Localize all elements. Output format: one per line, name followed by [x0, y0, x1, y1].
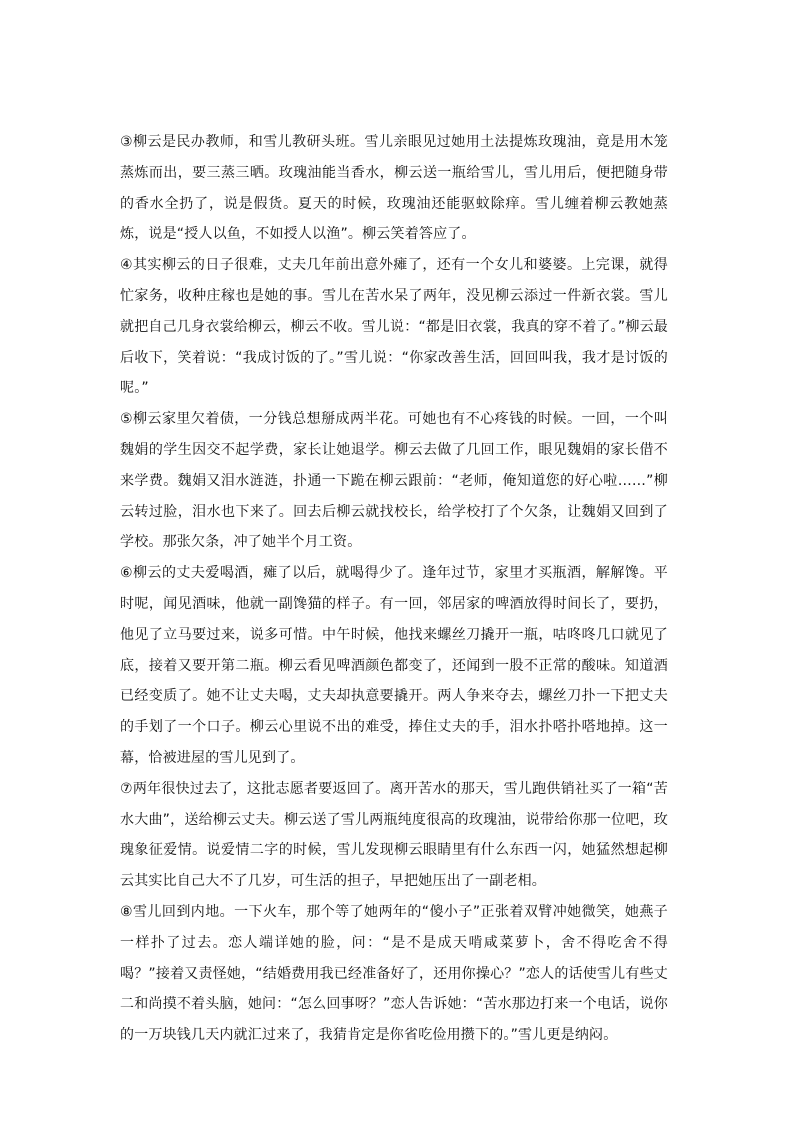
paragraph-6: ⑥柳云的丈夫爱喝酒，瘫了以后，就喝得少了。逢年过节，家里才买瓶酒，解解馋。平时呢，闻见酒味，他就一副馋猫的样子。有一回，邻居家的啤酒放得时间长了，要扔，他见了立马要过来，说多可惜。中午时候，他找来螺丝刀撬开一瓶，咕咚咚几口就见了底，接着又要开第二瓶。柳云看见啤酒颜色都变了，还闻到一股不正常的酸味。知道酒已经变质了。她不让丈夫喝，丈夫却执意要撬开。两人争来夺去，螺丝刀扑一下把丈夫的手划了一个口子。柳云心里说不出的难受，捧住丈夫的手，泪水扑嗒扑嗒地掉。这一幕，恰被进屋的雪儿见到了。 [120, 565, 668, 766]
paragraph-7: ⑦两年很快过去了，这批志愿者要返回了。离开苦水的那天，雪儿跑供销社买了一箱“苦水大曲”，送给柳云丈夫。柳云送了雪儿两瓶纯度很高的玫瑰油，说带给你那一位吧，玫瑰象征爱情。说爱情二字的时候，雪儿发现柳云眼睛里有什么东西一闪，她猛然想起柳云其实比自己大不了几岁，可生活的担子，早把她压出了一副老相。 [120, 780, 668, 890]
paragraph-8: ⑧雪儿回到内地。一下火车，那个等了她两年的“傻小子”正张着双臂冲她微笑，她燕子一样扑了过去。恋人端详她的脸，问：“是不是成天啃咸菜萝卜，舍不得吃舍不得喝？”接着又责怪她，“结婚费用我已经准备好了，还用你操心？”恋人的话使雪儿有些丈二和尚摸不着头脑，她问：“怎么回事呀？”恋人告诉她：“苦水那边打来一个电话，说你的一万块钱几天内就汇过来了，我猜肯定是你省吃俭用攒下的。”雪儿更是纳闷。 [120, 903, 668, 1044]
paragraph-4: ④其实柳云的日子很难，丈夫几年前出意外瘫了，还有一个女儿和婆婆。上完课，就得忙家务，收种庄稼也是她的事。雪儿在苦水呆了两年，没见柳云添过一件新衣裳。雪儿就把自己几身衣裳给柳云，柳云不收。雪儿说：“都是旧衣裳，我真的穿不着了。”柳云最后收下，笑着说：“我成讨饭的了。”雪儿说：“你家改善生活，回回叫我，我才是讨饭的呢。” [120, 257, 668, 397]
paragraph-5: ⑤柳云家里欠着债，一分钱总想掰成两半花。可她也有不心疼钱的时候。一回，一个叫魏娟的学生因交不起学费，家长让她退学。柳云去做了几回工作，眼见魏娟的家长借不来学费。魏娟又泪水涟涟，扑通一下跪在柳云跟前：“老师，俺知道您的好心啦……”柳云转过脸，泪水也下来了。回去后柳云就找校长，给学校打了个欠条，让魏娟又回到了学校。那张欠条，冲了她半个月工资。 [120, 411, 668, 551]
paragraph-3: ③柳云是民办教师，和雪儿教研头班。雪儿亲眼见过她用土法提炼玫瑰油，竟是用木笼蒸炼而出，要三蒸三晒。玫瑰油能当香水，柳云送一瓶给雪儿，雪儿用后，便把随身带的香水全扔了，说是假货。夏天的时候，玫瑰油还能驱蚊除痒。雪儿缠着柳云教她蒸炼，说是“授人以鱼，不如授人以渔”。柳云笑着答应了。 [120, 134, 668, 243]
document-body [120, 127, 668, 1051]
